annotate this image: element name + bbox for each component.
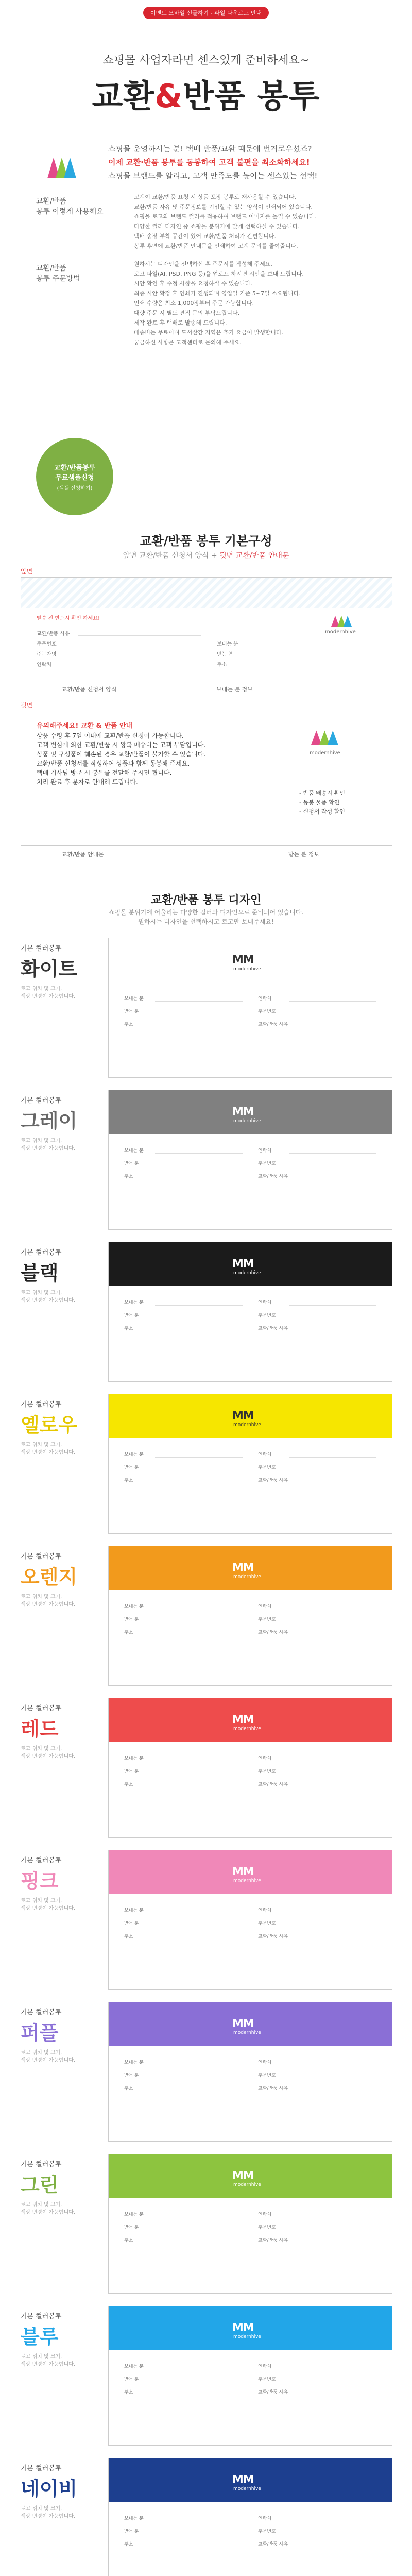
envelope-field-line [289, 1001, 376, 1002]
list-item: 배송비는 무료이며 도서산간 지역은 추가 요금이 발생합니다. [134, 329, 284, 336]
sample-request-button[interactable] [36, 438, 113, 515]
hero-title-amp: & [154, 77, 183, 115]
envelope-hint: 로고 위치 및 크기, 색상 변경이 가능합니다. [21, 2354, 76, 2367]
envelope-brand-logo: MM [232, 1410, 254, 1422]
envelope-field-label: 주문번호 [258, 1617, 276, 1622]
intro-text [108, 142, 407, 182]
envelope-field-label: 교환/반품 사유 [258, 1782, 288, 1787]
back-notice-title: 유의해주세요! 교환 & 반품 안내 [37, 722, 133, 730]
envelope-field-label: 주문번호 [258, 1161, 276, 1166]
hero-title-c: 봉투 [246, 77, 320, 115]
brand-logo-icon [310, 727, 351, 748]
envelope-brand-sub: modernhive [233, 1726, 261, 1732]
envelope-preview [108, 1698, 392, 1838]
top-notice-pill[interactable]: 이벤트 모바일 선물하기 - 파일 다운로드 안내 [143, 7, 269, 19]
envelope-field-label: 교환/반품 사유 [258, 2238, 288, 2243]
envelope-field-label: 보내는 분 [124, 1148, 144, 1154]
back-notice [37, 722, 263, 787]
front-field: 주문번호 [37, 641, 57, 647]
back-notice-line: 고객 변심에 의한 교환/반품 시 왕복 배송비는 고객 부담입니다. [37, 741, 206, 749]
back-notice-line: 상품 수령 후 7일 이내에 교환/반품 신청이 가능합니다. [37, 732, 184, 739]
envelope-preview [108, 1090, 392, 1230]
check-item: - 반품 배송지 확인 [299, 790, 345, 796]
envelope-brand-logo: MM [232, 1714, 254, 1726]
front-field: 교환/반품 사유 [37, 631, 70, 637]
envelope-hint: 로고 위치 및 크기, 색상 변경이 가능합니다. [21, 986, 76, 999]
list-item: 대량 주문 시 별도 견적 문의 부탁드립니다. [134, 310, 240, 316]
designs-subtitle [0, 908, 412, 926]
envelope-field-line [155, 1153, 243, 1154]
envelope-brand-logo: MM [232, 1106, 254, 1118]
top-notice-bar [0, 0, 412, 26]
envelope-tag: 기본 컬러봉투 [21, 1097, 62, 1105]
intro-section [10, 132, 402, 359]
envelope-color-name: 그린 [21, 2174, 59, 2196]
envelope-brand-sub: modernhive [233, 967, 261, 972]
front-caption: 교환/반품 신청서 양식 [62, 686, 117, 693]
list-item: 시안 확인 후 수정 사항을 요청하실 수 있습니다. [134, 280, 252, 287]
list-item: 로고 파일(AI, PSD, PNG 등)을 업로드 하시면 시안을 보내 드립니다. [134, 270, 304, 277]
list-item: 인쇄 수량은 최소 1,000장부터 주문 가능합니다. [134, 300, 254, 307]
usage-label: 교환/반품 봉투 이렇게 사용해요 [36, 197, 104, 216]
list-item: 원하시는 디자인을 선택하신 후 주문서를 작성해 주세요. [134, 261, 272, 267]
envelope-brand-logo: MM [232, 2170, 254, 2182]
designs-sub-line: 원하시는 디자인을 선택하시고 로고만 보내주세요! [138, 918, 274, 925]
list-item: 택배 송장 부착 공간이 있어 교환/반품 처리가 간편합니다. [134, 233, 277, 240]
check-item: - 동봉 물품 확인 [299, 799, 340, 806]
sample-request-sub: (샘플 신청하기) [57, 485, 93, 492]
envelope-field-label: 받는 분 [124, 1009, 139, 1014]
envelope-design[interactable] [21, 1394, 391, 1538]
envelope-design[interactable] [21, 938, 391, 1082]
envelope-brand-sub: modernhive [233, 1270, 261, 1276]
list-item: 다양한 컬러 디자인 중 쇼핑몰 분위기에 맞게 선택하실 수 있습니다. [134, 223, 300, 230]
envelope-field-label: 교환/반품 사유 [258, 2390, 288, 2395]
envelope-hint: 로고 위치 및 크기, 색상 변경이 가능합니다. [21, 2506, 76, 2519]
envelope-field-line [155, 1001, 243, 1002]
envelope-field-label: 연락처 [258, 2060, 272, 2065]
intro-line: 쇼핑몰 운영하시는 분! 택배 반품/교환 때문에 번거로우셨죠? [108, 144, 312, 154]
envelope-field-label: 보내는 분 [124, 1604, 144, 1609]
envelope-field-label: 받는 분 [124, 2225, 139, 2230]
envelope-field-label: 주문번호 [258, 1313, 276, 1318]
envelope-design[interactable] [21, 2306, 391, 2450]
envelope-color-name: 오렌지 [21, 1566, 78, 1588]
envelope-field-label: 연락처 [258, 1300, 272, 1306]
envelope-field-label: 주문번호 [258, 2529, 276, 2534]
envelope-field-label: 받는 분 [124, 2529, 139, 2534]
envelope-field-label: 주문번호 [258, 2377, 276, 2382]
list-item: 봉투 후면에 교환/반품 안내문을 인쇄하여 고객 문의를 줄여줍니다. [134, 243, 298, 249]
envelope-field-label: 주문번호 [258, 2073, 276, 2078]
envelope-brand-sub: modernhive [233, 2334, 261, 2340]
back-caption: 교환/반품 안내문 [62, 851, 104, 858]
envelope-brand-logo: MM [232, 954, 254, 967]
envelope-color-name: 레드 [21, 1718, 59, 1740]
envelope-hint: 로고 위치 및 크기, 색상 변경이 가능합니다. [21, 1594, 76, 1607]
envelope-field-label: 보내는 분 [124, 2060, 144, 2065]
envelope-brand-logo: MM [232, 2018, 254, 2030]
envelope-brand-sub: modernhive [233, 1878, 261, 1884]
envelope-preview [108, 1850, 392, 1990]
envelope-field-label: 교환/반품 사유 [258, 2542, 288, 2547]
envelope-field-label: 보내는 분 [124, 1908, 144, 1913]
brand-logo-icon [330, 614, 361, 628]
envelope-field-label: 주문번호 [258, 1769, 276, 1774]
envelope-field-label: 보내는 분 [124, 1452, 144, 1458]
list-item: 쇼핑몰 로고와 브랜드 컬러를 적용하여 브랜드 이미지를 높일 수 있습니다. [134, 213, 316, 220]
envelope-field-label: 주문번호 [258, 2225, 276, 2230]
envelope-color-name: 핑크 [21, 1870, 59, 1892]
envelope-field-label: 주소 [124, 2542, 133, 2547]
list-item: 교환/반품 사유 및 주문정보를 기입할 수 있는 양식이 인쇄되어 있습니다. [134, 204, 313, 210]
envelope-field-label: 교환/반품 사유 [258, 1022, 288, 1027]
envelope-field-label: 교환/반품 사유 [258, 2086, 288, 2091]
back-envelope-mock [21, 711, 392, 846]
envelope-preview [108, 1242, 392, 1382]
list-item: 최종 시안 확정 후 인쇄가 진행되며 영업일 기준 5~7일 소요됩니다. [134, 290, 301, 297]
envelope-field-label: 받는 분 [124, 1769, 139, 1774]
front-envelope-mock [21, 577, 392, 681]
envelope-brand-logo: MM [232, 2473, 254, 2486]
envelope-design[interactable] [21, 2154, 391, 2298]
envelope-brand-logo: MM [232, 1562, 254, 1574]
envelope-hint: 로고 위치 및 크기, 색상 변경이 가능합니다. [21, 2050, 76, 2063]
order-list [134, 259, 407, 347]
hero-title-a: 교환 [92, 77, 155, 115]
envelope-field-label: 보내는 분 [124, 2516, 144, 2521]
envelope-field-label: 보내는 분 [124, 1756, 144, 1761]
usage-list [134, 192, 407, 251]
envelope-tag: 기본 컬러봉투 [21, 945, 62, 953]
envelope-field-label: 연락처 [258, 1604, 272, 1609]
order-label: 교환/반품 봉투 주문방법 [36, 264, 80, 283]
designs-sub-line: 쇼핑몰 분위기에 어울리는 다양한 컬러와 디자인으로 준비되어 있습니다. [108, 909, 304, 916]
envelope-design[interactable] [21, 2002, 391, 2146]
front-label: 앞면 [21, 568, 33, 575]
envelope-field-label: 주소 [124, 1174, 133, 1179]
envelope-field-label: 교환/반품 사유 [258, 1630, 288, 1635]
envelope-brand-sub: modernhive [233, 1422, 261, 1428]
envelope-brand-logo: MM [232, 2321, 254, 2334]
envelope-tag: 기본 컬러봉투 [21, 1705, 62, 1713]
hero-subtitle: 쇼핑몰 사업자라면 센스있게 준비하세요~ [102, 54, 310, 67]
compose-title: 교환/반품 봉투 기본구성 [140, 534, 272, 548]
back-notice-line: 처리 완료 후 문자로 안내해 드립니다. [37, 778, 138, 786]
order-row [21, 256, 412, 349]
envelope-field-line [289, 1153, 376, 1154]
envelope-field-label: 받는 분 [124, 1313, 139, 1318]
envelope-field-line [155, 1305, 243, 1306]
envelope-tag: 기본 컬러봉투 [21, 1401, 62, 1409]
envelope-color-name: 퍼플 [21, 2022, 59, 2044]
envelope-hint: 로고 위치 및 크기, 색상 변경이 가능합니다. [21, 2202, 76, 2215]
back-caption-2: 받는 분 정보 [288, 851, 320, 858]
envelope-color-name: 옐로우 [21, 1414, 78, 1436]
compose-sub-b: 뒷면 교환/반품 안내문 [219, 552, 289, 560]
envelope-design[interactable] [21, 2458, 391, 2576]
envelope-field-label: 연락처 [258, 2364, 272, 2369]
envelope-design[interactable] [21, 1698, 391, 1842]
envelope-hint: 로고 위치 및 크기, 색상 변경이 가능합니다. [21, 1746, 76, 1759]
envelope-brand-logo: MM [232, 1258, 254, 1270]
compose-subtitle [0, 550, 412, 561]
divider [78, 635, 201, 636]
list-item: 제작 완료 후 택배로 발송해 드립니다. [134, 319, 227, 326]
front-field: 받는 분 [217, 652, 234, 657]
envelope-preview [108, 938, 392, 1078]
envelope-brand-sub: modernhive [233, 2486, 261, 2492]
envelope-design[interactable] [21, 1090, 391, 1234]
envelope-hint: 로고 위치 및 크기, 색상 변경이 가능합니다. [21, 1290, 76, 1303]
intro-line: 이제 교환·반품 봉투를 동봉하여 고객 불편을 최소화하세요! [108, 158, 310, 167]
front-note: 발송 전 반드시 확인 하세요! [37, 616, 100, 621]
envelope-preview [108, 1394, 392, 1534]
brand-logo-icon [46, 152, 77, 183]
envelope-field-label: 받는 분 [124, 1921, 139, 1926]
envelope-field-label: 주소 [124, 1326, 133, 1331]
back-notice-line: 상품 및 구성품이 훼손된 경우 교환/반품이 불가할 수 있습니다. [37, 751, 206, 758]
envelope-brand-logo: MM [232, 1866, 254, 1878]
envelope-field-label: 연락처 [258, 1148, 272, 1154]
envelope-field-label: 주문번호 [258, 1921, 276, 1926]
hero [0, 26, 412, 116]
envelope-field-label: 주문번호 [258, 1009, 276, 1014]
envelope-field-label: 교환/반품 사유 [258, 1174, 288, 1179]
envelope-design[interactable] [21, 1850, 391, 1994]
envelope-color-name: 블랙 [21, 1262, 59, 1284]
envelope-tag: 기본 컬러봉투 [21, 2009, 62, 2016]
envelope-design[interactable] [21, 1242, 391, 1386]
envelope-field-label: 받는 분 [124, 2377, 139, 2382]
envelope-field-label: 주소 [124, 2238, 133, 2243]
list-item: 궁금하신 사항은 고객센터로 문의해 주세요. [134, 339, 242, 346]
envelope-preview [108, 2306, 392, 2446]
envelope-field-label: 보내는 분 [124, 1300, 144, 1306]
envelope-tag: 기본 컬러봉투 [21, 1249, 62, 1257]
envelope-brand-sub: modernhive [233, 1118, 261, 1124]
envelope-field-label: 주소 [124, 2086, 133, 2091]
front-caption-2: 보내는 분 정보 [216, 686, 253, 693]
hero-title [0, 71, 412, 116]
check-item: - 신청서 작성 확인 [299, 808, 345, 815]
back-check-list [299, 789, 345, 817]
compose-sub-sep: + [209, 552, 220, 560]
envelope-tag: 기본 컬러봉투 [21, 2313, 62, 2320]
envelope-field-label: 주문번호 [258, 1465, 276, 1470]
envelope-field-label: 받는 분 [124, 1465, 139, 1470]
envelope-hint: 로고 위치 및 크기, 색상 변경이 가능합니다. [21, 1442, 76, 1455]
front-flap [21, 578, 392, 608]
compose-sub-a: 앞면 교환/반품 신청서 양식 [123, 552, 209, 560]
front-field: 주문자명 [37, 652, 57, 657]
envelope-preview [108, 2154, 392, 2294]
back-notice-line: 교환/반품 신청서를 작성하여 상품과 함께 동봉해 주세요. [37, 760, 190, 767]
envelope-brand-sub: modernhive [233, 2182, 261, 2188]
envelope-field-label: 교환/반품 사유 [258, 1326, 288, 1331]
envelope-field-label: 받는 분 [124, 1161, 139, 1166]
envelope-field-label: 연락처 [258, 996, 272, 1002]
envelope-field-label: 교환/반품 사유 [258, 1478, 288, 1483]
envelope-brand-sub: modernhive [233, 2030, 261, 2036]
envelope-color-name: 그레이 [21, 1110, 78, 1132]
sample-request-label: 교환/반품봉투 무료샘플신청 [54, 464, 96, 482]
usage-row [21, 189, 412, 251]
front-field: 보내는 분 [217, 641, 238, 647]
envelope-tag: 기본 컬러봉투 [21, 2465, 62, 2472]
envelope-field-label: 주소 [124, 1630, 133, 1635]
envelope-field-label: 주소 [124, 1782, 133, 1787]
back-brand-text: modernhive [310, 750, 340, 756]
envelope-field-label: 주소 [124, 1022, 133, 1027]
envelope-field-label: 주소 [124, 1934, 133, 1939]
envelope-field-label: 보내는 분 [124, 2364, 144, 2369]
envelope-color-name: 네이비 [21, 2478, 78, 2500]
designs-title: 교환/반품 봉투 디자인 [150, 894, 262, 907]
envelope-field-label: 주소 [124, 2390, 133, 2395]
envelope-field-line [289, 1457, 376, 1458]
envelope-hint: 로고 위치 및 크기, 색상 변경이 가능합니다. [21, 1898, 76, 1911]
front-brand-text: modernhive [325, 629, 356, 635]
envelope-field-label: 보내는 분 [124, 996, 144, 1002]
intro-line: 쇼핑몰 브랜드를 알리고, 고객 만족도를 높이는 센스있는 선택! [108, 171, 318, 180]
envelope-tag: 기본 컬러봉투 [21, 1553, 62, 1561]
envelope-field-label: 교환/반품 사유 [258, 1934, 288, 1939]
envelope-color-name: 화이트 [21, 958, 78, 980]
envelope-preview [108, 2458, 392, 2576]
envelope-field-label: 연락처 [258, 2212, 272, 2217]
envelope-hint: 로고 위치 및 크기, 색상 변경이 가능합니다. [21, 1138, 76, 1151]
envelope-field-label: 주소 [124, 1478, 133, 1483]
envelope-field-label: 연락처 [258, 1756, 272, 1761]
envelope-field-line [289, 1305, 376, 1306]
list-item: 고객이 교환/반품 요청 시 상품 포장 봉투로 재사용할 수 있습니다. [134, 194, 296, 200]
envelope-field-line [155, 1457, 243, 1458]
back-notice-line: 택배 기사님 방문 시 봉투를 전달해 주시면 됩니다. [37, 769, 172, 776]
hero-title-b: 반품 [183, 77, 246, 115]
envelope-field-label: 보내는 분 [124, 2212, 144, 2217]
back-label: 뒷면 [21, 702, 33, 709]
envelope-color-name: 블루 [21, 2326, 59, 2348]
envelope-brand-sub: modernhive [233, 1574, 261, 1580]
envelope-preview [108, 1546, 392, 1686]
envelope-preview [108, 2002, 392, 2142]
front-field: 연락처 [37, 662, 52, 668]
envelope-field-label: 받는 분 [124, 1617, 139, 1622]
envelope-field-label: 연락처 [258, 2516, 272, 2521]
front-field: 주소 [217, 662, 227, 668]
envelope-tag: 기본 컬러봉투 [21, 1857, 62, 1865]
envelope-field-label: 연락처 [258, 1908, 272, 1913]
envelope-field-label: 받는 분 [124, 2073, 139, 2078]
envelope-field-label: 연락처 [258, 1452, 272, 1458]
envelope-design[interactable] [21, 1546, 391, 1690]
envelope-tag: 기본 컬러봉투 [21, 2161, 62, 2168]
